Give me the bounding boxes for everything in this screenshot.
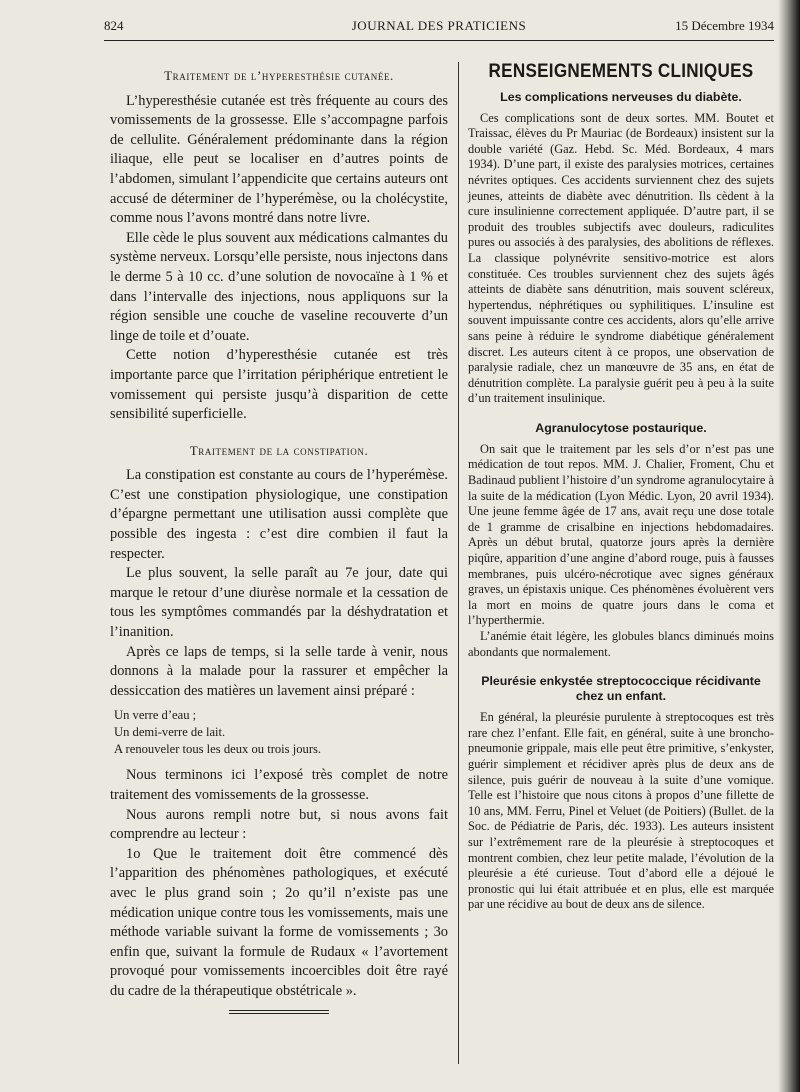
left-column [110,64,448,1014]
header-rule [104,40,774,41]
paragraph: Cette notion d’hyperesthésie cutanée est très importante parce que l’irritation périphérique entretient le vomissement qui persiste jusqu’à disparition de cette sensibilité superficielle. [110,347,448,423]
paragraph: On sait que le traitement par les sels d’or n’est pas une médication de tout repos. MM. J. Chalier, Froment, Chu et Badinaud publient l’histoire d’un syndrome agranulocytaire à la suite de la médication (Lyon Médic. Lyon, 20 avril 1934). Une jeune femme âgée de 17 ans, avait reçu une dose totale de 1 gramme de crisalbine en injections hebdomadaires. Après un début brutal, quatorze jours après la dernière piqûre, apparition d’une angine d’abord rouge, puis à fausses membranes, puis ulcéro-nécrotique avec signes généraux graves, un épistaxis unique. Ces phénomènes évoluèrent vers la mort en moins de quatre jours dans le coma et l’hyperthermie. [468,441,774,628]
article-title-agranulocytose: Agranulocytose postaurique. [535,420,707,435]
section-title-hyperesthesie: Traitement de l’hyperesthésie cutanée. [164,68,394,83]
end-of-article-rule [229,1010,329,1014]
paragraph: Elle cède le plus souvent aux médications calmantes du système nerveux. Lorsqu’elle persiste, nous injectons dans le derme 5 à 10 cc. d’une solution de novocaïne à 1 % et dans l’intervalle des injections, nous appliquons sur la région sensible une couche de vaseline recouverte d’un linge de toile et d’ouate. [110,229,448,344]
recipe-line: Un demi-verre de lait. [114,725,226,740]
right-column [468,62,774,913]
binding-shadow [778,0,800,1092]
paragraph: Le plus souvent, la selle paraît au 7e jour, date qui marque le retour d’une diurèse normale et la cessation de tous les symptômes commandés par la déshydratation et l’inanition. [110,565,448,641]
recipe-list [114,707,448,758]
recipe-line: Un verre d’eau ; [114,708,197,723]
recipe-line: A renouveler tous les deux ou trois jours. [114,742,322,757]
paragraph: En général, la pleurésie purulente à streptocoques est très rare chez l’enfant. Elle fait, en général, suite à une broncho-pneumonie grippale, mais elle peut être primitive, s’enkyster, guérir simplement et récidiver après plus de deux ans de silence, puis guérir de nouveau à la suite d’une vomique. Telle est l’histoire que nous citons à propos d’une fillette de 10 ans, MM. Ferru, Pinel et Veluet (de Poitiers) (Bullet. de la Soc. de Pédiatrie de Paris, déc. 1933). Les auteurs insistent sur l’extrêmement rare de la pleurésie à streptocoques et montrent combien, chez leur petite malade, l’évolution de la pleurésie a été curieuse. Tout d’abord elle a déjoué le pronostic qui lui était attribuée et en plus, elle est marquée par une récidive au bout de deux ans de silence. [468,710,774,912]
section-title-constipation: Traitement de la constipation. [189,442,369,458]
article-title-pleuresie: Pleurésie enkystée streptococcique récidivante chez un enfant. [481,674,761,704]
paragraph: Nous aurons rempli notre but, si nous avons fait comprendre au lecteur : [110,806,448,843]
article-title-diabete: Les complications nerveuses du diabète. [500,89,742,104]
paragraph: L’anémie était légère, les globules blancs diminués moins abondants que normalement. [468,629,774,659]
journal-title: JOURNAL DES PRATICIENS [351,18,527,33]
issue-date: 15 Décembre 1934 [675,18,774,33]
paragraph: L’hyperesthésie cutanée est très fréquente au cours des vomissements de la grossesse. Elle s’accompagne parfois de cellulite. Généralement prédominante dans la région iliaque, elle peut se localiser en d’autres points de l’abdomen, simulant l’appendicite que certains auteurs ont accusé de déterminer de l’hyperémèse, ou la cholécystite, comme nous l’avons montré dans notre livre. [110,92,448,227]
paragraph: 1o Que le traitement doit être commencé dès l’apparition des phénomènes pathologiques, et exécuté avec le plus grand soin ; 2o qu’il n’existe pas une médication unique contre tous les vomissements, mais une méthode variable suivant la forme de vomissements ; 3o enfin que, suivant la formule de Rudaux « l’avortement provoqué pour vomissements incoercibles doit être rayé du cadre de la thérapeutique obstétricale ». [110,845,448,999]
paragraph: Ces complications sont de deux sortes. MM. Boutet et Traissac, élèves du Pr Mauriac (de Bordeaux) insistent sur la double variété (Gaz. Hebd. Sc. Méd. Bordeaux, 4 mars 1934). D’une part, il existe des paralysies motrices, certaines névrites optiques. Ces accidents surviennent chez des sujets jeunes, atteints de diabète avec dénutrition. Ils cèdent à la cure insulinienne correctement appliquée. D’autre part, il se produit des troubles subjectifs avec douleurs, radiculites pures ou associés à des paralysies, des abolitions de réflexes. La classique polynévrite sensitivo-motrice est alors constituée. Ces troubles surviennent chez des sujets âgés atteints de diabète sans dénutrition, mais souvent scléreux, hypertendus, néphrétiques ou syphilitiques. L’insuline est souvent impuissante contre ces accidents, alors qu’elle arrive sans peine à réduire le syndrome diabétique généralement discret. Les auteurs citent à ce propos, une observation de paralysie radiale, chez un manœuvre de 35 ans, en état de dénutrition complète. La paralysie guérit peu à peu à la suite d’un traitement insulinique. [468,110,774,406]
page-number: 824 [104,18,124,33]
paragraph: Après ce laps de temps, si la selle tarde à venir, nous donnons à la malade pour la rassurer et empêcher la dessiccation des matières un lavement ainsi préparé : [110,643,448,699]
page-header [104,18,774,40]
column-divider [458,62,459,1064]
rubric-title: RENSEIGNEMENTS CLINIQUES [488,61,754,82]
paragraph: Nous terminons ici l’exposé très complet de notre traitement des vomissements de la grossesse. [110,767,448,803]
paragraph: La constipation est constante au cours de l’hyperémèse. C’est une constipation physiologique, une constipation d’épargne permettant une utilisation aussi complète que possible des ingesta : c’est dire combien il faut la respecter. [110,467,448,562]
